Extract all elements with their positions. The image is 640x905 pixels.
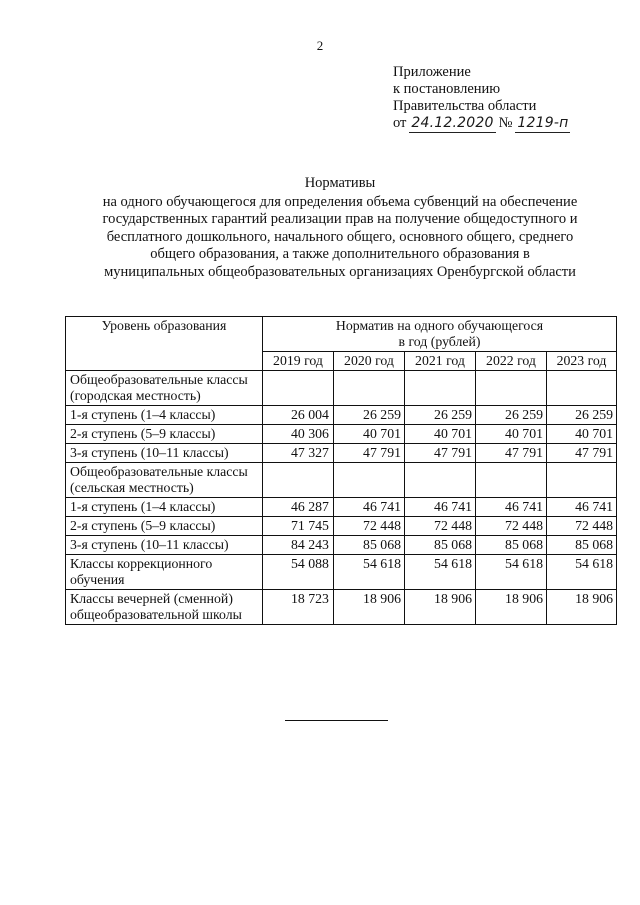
value-cell: 46 741 [405, 498, 476, 517]
date-prefix: от [393, 115, 407, 131]
table-row [66, 498, 617, 517]
table-row [66, 406, 617, 425]
value-cell: 46 741 [547, 498, 617, 517]
norms-table [65, 316, 617, 625]
value-cell: 40 701 [547, 425, 617, 444]
document-title [60, 175, 620, 281]
value-cell: 18 723 [263, 590, 334, 625]
value-cell: 18 906 [547, 590, 617, 625]
footer-divider [285, 720, 388, 721]
value-cell: 26 259 [476, 406, 547, 425]
row-label: Классы вечерней (сменной) общеобразовательной школы [66, 590, 263, 625]
title-line: бесплатного дошкольного, начального общего, основного общего, среднего [106, 228, 574, 245]
value-cell: 46 287 [263, 498, 334, 517]
table-row [66, 517, 617, 536]
row-label: Общеобразовательные классы (сельская местность) [66, 463, 263, 498]
value-cell [405, 463, 476, 498]
value-cell: 26 259 [405, 406, 476, 425]
table-row [66, 444, 617, 463]
value-cell: 47 791 [334, 444, 405, 463]
number-prefix: № [498, 115, 513, 131]
value-cell: 47 791 [476, 444, 547, 463]
value-cell: 85 068 [476, 536, 547, 555]
value-cell: 85 068 [405, 536, 476, 555]
title-line: общего образования, а также дополнительного образования в [150, 246, 530, 262]
value-cell: 40 701 [334, 425, 405, 444]
row-label: 1-я ступень (1–4 классы) [66, 406, 263, 425]
year-header: 2020 год [334, 352, 405, 371]
value-cell: 18 906 [476, 590, 547, 625]
value-cell: 40 306 [263, 425, 334, 444]
year-header: 2019 год [263, 352, 334, 371]
table-row [66, 463, 617, 498]
value-cell: 26 004 [263, 406, 334, 425]
value-cell: 72 448 [476, 517, 547, 536]
title-line: муниципальных общеобразовательных организациях Оренбургской области [104, 263, 576, 280]
value-cell: 26 259 [334, 406, 405, 425]
value-cell: 72 448 [405, 517, 476, 536]
value-cell [547, 371, 617, 406]
appendix-line-2: к постановлению [393, 81, 501, 97]
row-label: Общеобразовательные классы (городская местность) [66, 371, 263, 406]
value-cell: 72 448 [547, 517, 617, 536]
value-cell: 40 701 [405, 425, 476, 444]
value-cell [476, 371, 547, 406]
value-cell [263, 463, 334, 498]
value-cell [405, 371, 476, 406]
table-row [66, 590, 617, 625]
norm-column-header [263, 317, 617, 352]
table-row [66, 536, 617, 555]
value-cell: 54 618 [405, 555, 476, 590]
value-cell: 46 741 [476, 498, 547, 517]
value-cell: 18 906 [405, 590, 476, 625]
appendix-date-line [393, 115, 570, 133]
row-label: 1-я ступень (1–4 классы) [66, 498, 263, 517]
value-cell: 71 745 [263, 517, 334, 536]
value-cell: 54 618 [334, 555, 405, 590]
appendix-line-1: Приложение [393, 64, 471, 80]
appendix-line-3: Правительства области [393, 98, 537, 114]
value-cell: 84 243 [263, 536, 334, 555]
value-cell: 40 701 [476, 425, 547, 444]
value-cell [476, 463, 547, 498]
handwritten-number: 1219-п [517, 115, 569, 131]
title-line: государственных гарантий реализации прав на получение общедоступного и [102, 211, 578, 227]
page-number: 2 [316, 38, 324, 53]
table-row [66, 425, 617, 444]
value-cell: 46 741 [334, 498, 405, 517]
row-label: 2-я ступень (5–9 классы) [66, 425, 263, 444]
year-header: 2023 год [547, 352, 617, 371]
value-cell: 47 791 [405, 444, 476, 463]
year-header: 2021 год [405, 352, 476, 371]
norm-header-line-2: в год (рублей) [398, 334, 481, 349]
value-cell [263, 371, 334, 406]
value-cell: 72 448 [334, 517, 405, 536]
table-row [66, 371, 617, 406]
row-label: 2-я ступень (5–9 классы) [66, 517, 263, 536]
title-line: на одного обучающегося для определения объема субвенций на обеспечение [102, 193, 578, 210]
value-cell [334, 463, 405, 498]
norm-header-line-1: Норматив на одного обучающегося [335, 318, 544, 333]
appendix-block [393, 64, 570, 133]
value-cell: 47 791 [547, 444, 617, 463]
row-label: 3-я ступень (10–11 классы) [66, 444, 263, 463]
value-cell: 26 259 [547, 406, 617, 425]
value-cell [334, 371, 405, 406]
title-heading: Нормативы [304, 175, 376, 191]
row-label: Классы коррекционного обучения [66, 555, 263, 590]
value-cell: 85 068 [547, 536, 617, 555]
value-cell: 54 618 [547, 555, 617, 590]
table-row [66, 555, 617, 590]
level-column-header: Уровень образования [66, 317, 263, 371]
year-header: 2022 год [476, 352, 547, 371]
value-cell: 54 088 [263, 555, 334, 590]
handwritten-date: 24.12.2020 [411, 115, 494, 131]
value-cell: 47 327 [263, 444, 334, 463]
row-label: 3-я ступень (10–11 классы) [66, 536, 263, 555]
table-header-row [66, 317, 617, 352]
value-cell: 85 068 [334, 536, 405, 555]
value-cell: 54 618 [476, 555, 547, 590]
value-cell: 18 906 [334, 590, 405, 625]
value-cell [547, 463, 617, 498]
